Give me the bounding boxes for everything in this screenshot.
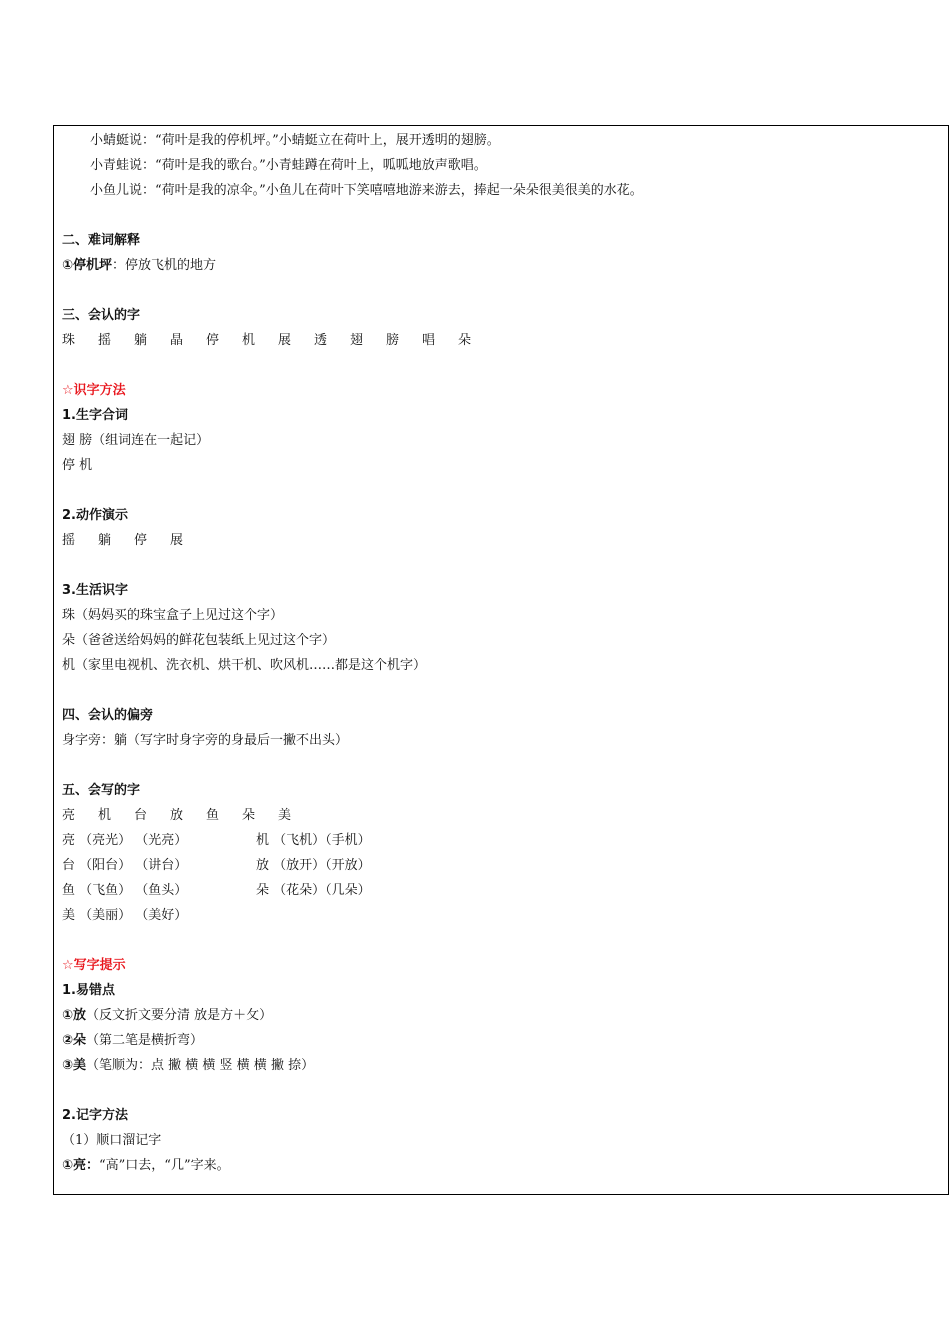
method-3-line: 朵（爸爸送给妈妈的鲜花包装纸上见过这个字） [62,633,336,648]
radical-line: 身字旁：躺（写字时身字旁的身最后一撇不出头） [62,733,349,748]
tip-head: ③美 [62,1058,87,1073]
char: 躺 [134,333,148,348]
section-title-vocab: 二、难词解释 [62,233,141,248]
char: 朵 [242,808,256,823]
word-row [62,828,942,853]
char: 鱼 [206,808,220,823]
char: 停 [206,333,220,348]
char: 展 [170,533,184,548]
word-group: 放 （放开）（开放） [256,858,371,873]
write-chars [62,803,942,828]
tips-title: ☆写字提示 [62,958,126,973]
method-1-line: 停 机 [62,458,93,473]
method-3-title: 3.生活识字 [62,583,128,598]
tip-head: ①亮： [62,1158,100,1173]
tip-head: ①放 [62,1008,87,1023]
intro-line: 小青蛙说：“荷叶是我的歌台。”小青蛙蹲在荷叶上，呱呱地放声歌唱。 [90,158,487,173]
vocab-definition: ：停放飞机的地方 [112,258,217,273]
char: 唱 [422,333,436,348]
recognize-chars [62,328,942,353]
tip-item [62,1153,942,1178]
word-group: 朵 （花朵）（几朵） [256,883,371,898]
tips-2-subtitle: （1）顺口溜记字 [62,1133,162,1148]
tips-1-title: 1.易错点 [62,983,115,998]
char: 台 [134,808,148,823]
word-group: 台 （阳台） （讲台） [62,858,188,873]
word-row [62,903,942,928]
char: 机 [98,808,112,823]
word-group: 鱼 （飞鱼） （鱼头） [62,883,188,898]
method-2-chars [62,528,942,553]
section-title-recognize: 三、会认的字 [62,308,141,323]
char: 透 [314,333,328,348]
tip-text: （反文折文要分清 放是方＋攵） [86,1008,273,1023]
method-3-line: 珠（妈妈买的珠宝盒子上见过这个字） [62,608,284,623]
char: 展 [278,333,292,348]
char: 膀 [386,333,400,348]
method-1-line: 翅 膀（组词连在一起记） [62,433,210,448]
tip-head: ②朵 [62,1033,87,1048]
char: 摇 [98,333,112,348]
tip-text: （笔顺为：点 撇 横 横 竖 横 横 撇 捺） [86,1058,315,1073]
char: 放 [170,808,184,823]
intro-line: 小鱼儿说：“荷叶是我的凉伞。”小鱼儿在荷叶下笑嘻嘻地游来游去，捧起一朵朵很美很美的水花。 [90,183,643,198]
tips-2-title: 2.记字方法 [62,1108,128,1123]
char: 美 [278,808,292,823]
char: 机 [242,333,256,348]
tip-item [62,1028,942,1053]
method-2-title: 2.动作演示 [62,508,128,523]
char: 珠 [62,333,76,348]
method-1-title: 1.生字合词 [62,408,128,423]
char: 停 [134,533,148,548]
tip-text: （第二笔是横折弯） [86,1033,204,1048]
tip-item [62,1053,942,1078]
char: 躺 [98,533,112,548]
char: 翅 [350,333,364,348]
method-3-line: 机（家里电视机、洗衣机、烘干机、吹风机……都是这个机字） [62,658,427,673]
section-title-radical: 四、会认的偏旁 [62,708,154,723]
char: 摇 [62,533,76,548]
document-body [62,128,942,1178]
word-group: 美 （美丽） （美好） [62,908,188,923]
word-row [62,853,942,878]
vocab-entry [62,253,942,278]
word-group: 亮 （亮光） （光亮） [62,833,188,848]
tip-text: “高”口去，“几”字来。 [99,1158,230,1173]
word-row [62,878,942,903]
intro-line: 小蜻蜓说：“荷叶是我的停机坪。”小蜻蜓立在荷叶上，展开透明的翅膀。 [90,133,500,148]
char: 亮 [62,808,76,823]
tip-item [62,1003,942,1028]
section-title-write: 五、会写的字 [62,783,141,798]
char: 朵 [458,333,472,348]
char: 晶 [170,333,184,348]
word-group: 机 （飞机）（手机） [256,833,371,848]
vocab-term: ①停机坪 [62,258,113,273]
method-title: ☆识字方法 [62,383,126,398]
